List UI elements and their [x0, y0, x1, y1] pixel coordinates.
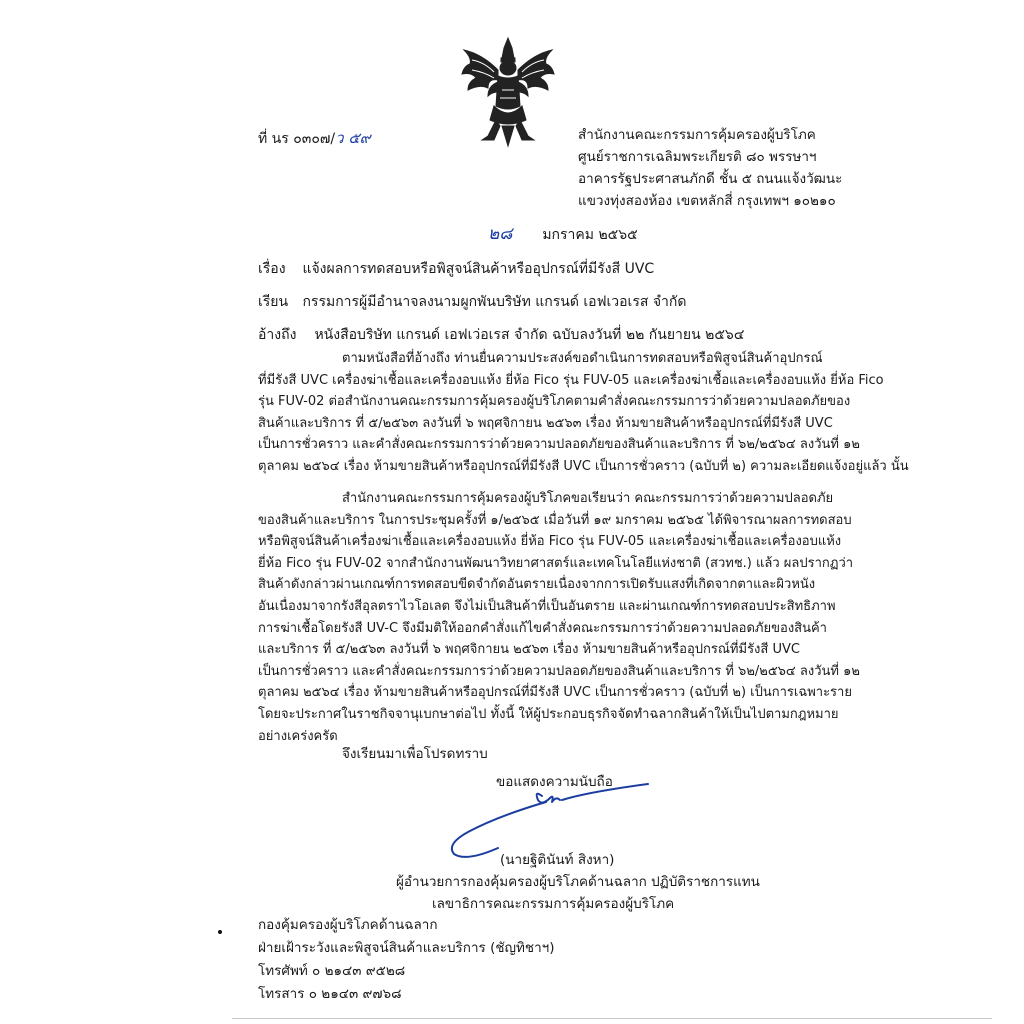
body-paragraph-1	[258, 348, 909, 478]
reference-text: หนังสือบริษัท แกรนด์ เอฟเว่อเรส จำกัด ฉบับลงวันที่ ๒๒ กันยายน ๒๕๖๔	[314, 327, 745, 343]
paragraph-line: ตามหนังสือที่อ้างถึง ท่านยื่นความประสงค์ขอดำเนินการทดสอบหรือพิสูจน์สินค้าอุปกรณ์	[342, 351, 823, 366]
paragraph-line: ตุลาคม ๒๕๖๔ เรื่อง ห้ามขายสินค้าหรืออุปกรณ์ที่มีรังสี UVC เป็นการชั่วคราว (ฉบับที่ ๒) ความละเอียดแจ้งอยู่แล้ว นั้น	[258, 458, 909, 474]
address-line-3: อาคารรัฐประศาสนภักดี ชั้น ๕ ถนนแจ้งวัฒนะ	[578, 171, 843, 187]
paragraph-line: ตุลาคม ๒๕๖๔ เรื่อง ห้ามขายสินค้าหรืออุปกรณ์ที่มีรังสี UVC เป็นการชั่วคราว (ฉบับที่ ๒) เป็นการเฉพาะราย	[258, 685, 852, 701]
paragraph-line: เป็นการชั่วคราว และคำสั่งคณะกรรมการว่าด้วยความปลอดภัยของสินค้าและบริการ ที่ ๖๒/๒๕๖๔ ลงวันที่ ๑๒	[258, 663, 860, 679]
signer-position-1: ผู้อำนวยการกองคุ้มครองผู้บริโภคด้านฉลาก ปฏิบัติราชการแทน	[396, 874, 760, 890]
date-month-year: มกราคม ๒๕๖๕	[542, 227, 638, 243]
subject-field	[258, 258, 654, 280]
sender-address	[578, 124, 842, 212]
footer-division: กองคุ้มครองผู้บริโภคด้านฉลาก	[258, 917, 438, 933]
regards-line: ขอแสดงความนับถือ	[496, 774, 613, 790]
contact-footer	[258, 914, 555, 1006]
reference-label: อ้างถึง	[258, 327, 297, 343]
paragraph-line: อันเนื่องมาจากรังสีอุลตราไวโอเลต จึงไม่เป็นสินค้าที่เป็นอันตราย และผ่านเกณฑ์การทดสอบประสิทธิภาพ	[258, 598, 836, 614]
reference-handwritten: ว ๕๙	[335, 129, 371, 147]
subject-label: เรื่อง	[258, 261, 286, 277]
paragraph-line: สำนักงานคณะกรรมการคุ้มครองผู้บริโภคขอเรียนว่า คณะกรรมการว่าด้วยความปลอดภัย	[342, 491, 834, 506]
address-line-1: สำนักงานคณะกรรมการคุ้มครองผู้บริโภค	[578, 127, 816, 143]
recipient-text: กรรมการผู้มีอำนาจลงนามผูกพันบริษัท แกรนด์ เอฟเวอเรส จำกัด	[302, 294, 687, 310]
reference-field	[258, 324, 744, 346]
reference-prefix: ที่ นร ๐๓๐๗/	[258, 131, 336, 147]
address-line-2: ศูนย์ราชการเฉลิมพระเกียรติ ๘๐ พรรษาฯ	[578, 149, 817, 165]
recipient-field	[258, 291, 686, 313]
paragraph-line: เป็นการชั่วคราว และคำสั่งคณะกรรมการว่าด้วยความปลอดภัยของสินค้าและบริการ ที่ ๖๒/๒๕๖๔ ลงวันที่ ๑๒	[258, 437, 860, 453]
margin-dot	[218, 930, 222, 934]
paragraph-line: ของสินค้าและบริการ ในการประชุมครั้งที่ ๑/๒๕๖๕ เมื่อวันที่ ๑๙ มกราคม ๒๕๖๕ ได้พิจารณาผลการทดสอบ	[258, 512, 852, 528]
subject-text: แจ้งผลการทดสอบหรือพิสูจน์สินค้าหรืออุปกรณ์ที่มีรังสี UVC	[302, 261, 655, 277]
paragraph-line: ยี่ห้อ Fico รุ่น FUV-02 จากสำนักงานพัฒนาวิทยาศาสตร์และเทคโนโลยีแห่งชาติ (สวทช.) แล้ว ผลปรากฏว่า	[258, 555, 854, 571]
paragraph-line: โดยจะประกาศในราชกิจจานุเบกษาต่อไป ทั้งนี้ ให้ผู้ประกอบธุรกิจจัดทำฉลากสินค้าให้เป็นไปตามกฎหมาย	[258, 706, 839, 722]
footer-phone: โทรศัพท์ ๐ ๒๑๔๓ ๙๕๒๘	[258, 963, 406, 979]
address-line-4: แขวงทุ่งสองห้อง เขตหลักสี่ กรุงเทพฯ ๑๐๒๑๐	[578, 193, 836, 209]
paragraph-line: สินค้าดังกล่าวผ่านเกณฑ์การทดสอบขีดจำกัดอันตรายเนื่องจากการเปิดรับแสงที่เกิดจากตาและผิวหนัง	[258, 577, 816, 593]
paragraph-line: อย่างเคร่งครัด	[258, 728, 338, 744]
paragraph-line: ที่มีรังสี UVC เครื่องฆ่าเชื้อและเครื่องอบแห้ง ยี่ห้อ Fico รุ่น FUV-05 และเครื่องฆ่าเชื้อและเครื่องอบแห้ง ยี่ห้อ Fico	[258, 372, 884, 388]
paragraph-line: สินค้าและบริการ ที่ ๕/๒๕๖๓ ลงวันที่ ๖ พฤศจิกายน ๒๕๖๓ เรื่อง ห้ามขายสินค้าหรืออุปกรณ์ที่มีรังสี UVC	[258, 415, 833, 431]
body-paragraph-2	[258, 488, 860, 747]
letter-date	[488, 220, 638, 247]
garuda-emblem-icon	[458, 36, 558, 148]
paragraph-line: รุ่น FUV-02 ต่อสำนักงานคณะกรรมการคุ้มครองผู้บริโภคตามคำสั่งคณะกรรมการว่าด้วยความปลอดภัยของ	[258, 394, 851, 410]
signer-position-2: เลขาธิการคณะกรรมการคุ้มครองผู้บริโภค	[432, 896, 675, 912]
footer-unit: ฝ่ายเฝ้าระวังและพิสูจน์สินค้าและบริการ (ชัญทิชาฯ)	[258, 940, 555, 956]
paragraph-line: หรือพิสูจน์สินค้าเครื่องฆ่าเชื้อและเครื่องอบแห้ง ยี่ห้อ Fico รุ่น FUV-05 และเครื่องฆ่าเชื้อและเครื่องอบแห้ง	[258, 534, 842, 550]
document-reference-number	[258, 126, 371, 150]
scan-edge-line	[232, 1018, 992, 1019]
signer-name: (นายฐิตินันท์ สิงหา)	[500, 852, 615, 868]
footer-fax: โทรสาร ๐ ๒๑๔๓ ๙๗๖๘	[258, 986, 402, 1002]
closing-line: จึงเรียนมาเพื่อโปรดทราบ	[342, 746, 488, 762]
paragraph-line: และบริการ ที่ ๕/๒๕๖๓ ลงวันที่ ๖ พฤศจิกายน ๒๕๖๓ เรื่อง ห้ามขายสินค้าหรืออุปกรณ์ที่มีรังสี UVC	[258, 642, 800, 658]
recipient-label: เรียน	[258, 294, 289, 310]
date-day-handwritten: ๒๘	[488, 224, 513, 244]
paragraph-line: การฆ่าเชื้อโดยรังสี UV-C จึงมีมติให้ออกคำสั่งแก้ไขคำสั่งคณะกรรมการว่าด้วยความปลอดภัยของสินค้า	[258, 620, 827, 636]
